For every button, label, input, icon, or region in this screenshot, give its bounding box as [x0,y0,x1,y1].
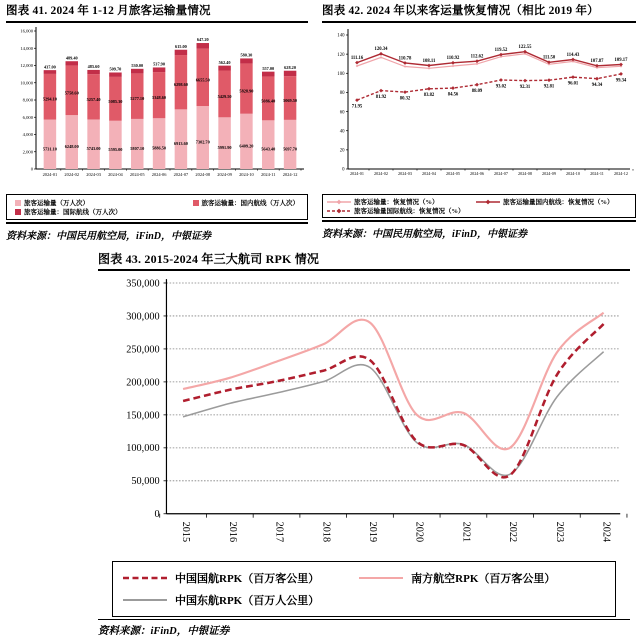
svg-text:537.90: 537.90 [153,62,165,67]
figure-43 [98,252,630,638]
svg-text:6,000: 6,000 [23,115,34,121]
svg-text:99.34: 99.34 [616,78,627,83]
figure-42-source: 资料来源：中国民用航空局，iFinD，中银证券 [322,225,636,240]
svg-text:84.56: 84.56 [448,92,459,97]
svg-text:5277.10: 5277.10 [130,96,144,101]
svg-text:7302.70: 7302.70 [196,140,210,145]
svg-text:109.17: 109.17 [615,58,629,63]
svg-text:5257.40: 5257.40 [87,97,101,102]
svg-text:5348.60: 5348.60 [152,95,166,100]
svg-text:0: 0 [31,167,34,172]
svg-text:10,000: 10,000 [20,80,33,86]
svg-text:93.02: 93.02 [496,84,507,89]
svg-text:2024-12: 2024-12 [614,171,628,176]
svg-text:94.34: 94.34 [592,83,603,88]
figure-42-legend [322,194,636,218]
legend-line-icon [476,198,500,206]
svg-text:5429.50: 5429.50 [218,94,232,99]
svg-text:509.70: 509.70 [110,67,122,72]
svg-text:114.43: 114.43 [567,53,580,58]
svg-text:2017: 2017 [274,521,285,542]
svg-text:2023: 2023 [554,521,565,542]
svg-text:2024-07: 2024-07 [494,171,508,176]
legend-item: 南方航空RPK（百万客公里） [359,567,595,589]
svg-text:2,000: 2,000 [23,149,34,155]
svg-text:615.00: 615.00 [175,44,187,49]
svg-text:489.40: 489.40 [66,55,78,60]
svg-text:2016: 2016 [227,521,238,542]
svg-text:2024-08: 2024-08 [518,171,532,176]
svg-text:107.87: 107.87 [591,59,605,64]
svg-text:2024-04: 2024-04 [108,172,123,177]
svg-text:5069.50: 5069.50 [283,98,297,103]
svg-text:120.34: 120.34 [375,47,389,52]
svg-text:83.82: 83.82 [424,93,435,98]
svg-text:140: 140 [337,34,345,39]
svg-text:6298.60: 6298.60 [174,82,188,87]
svg-text:71.95: 71.95 [352,105,363,110]
svg-text:6655.50: 6655.50 [196,77,210,82]
svg-text:2024-05: 2024-05 [446,171,460,176]
legend-item: 旅客运输量国际航线：恢复情况（%） [327,206,476,215]
svg-text:8,000: 8,000 [23,98,34,104]
svg-text:2024-02: 2024-02 [374,171,388,176]
legend-item: 中国国航RPK（百万客公里） [123,567,359,589]
svg-text:5758.60: 5758.60 [65,90,79,95]
legend-item: 旅客运输量（万人次） [15,198,89,207]
svg-text:2022: 2022 [507,521,518,542]
svg-text:2024-07: 2024-07 [174,172,189,177]
legend-line-icon [327,207,351,215]
figure-43-chart [98,271,630,559]
svg-text:0: 0 [342,168,345,173]
svg-text:200,000: 200,000 [126,377,159,388]
svg-text:2019: 2019 [367,521,378,542]
svg-text:100,000: 100,000 [126,443,159,454]
svg-text:5643.40: 5643.40 [261,147,275,152]
svg-text:250,000: 250,000 [126,344,159,355]
figure-42 [322,4,636,240]
legend-item: 中国东航RPK（百万人公里） [123,589,359,611]
svg-text:80: 80 [340,91,345,96]
svg-text:92.31: 92.31 [520,85,531,90]
svg-text:485.60: 485.60 [88,64,100,69]
svg-text:2020: 2020 [414,521,425,542]
svg-text:2024-12: 2024-12 [283,172,298,177]
svg-text:2024-06: 2024-06 [470,171,484,176]
figure-42-chart [322,23,636,193]
figure-43-legend [112,561,616,617]
legend-item: 旅客运输量：恢复情况（%） [327,197,476,206]
svg-text:100: 100 [337,72,345,77]
svg-text:2024-10: 2024-10 [566,171,580,176]
svg-text:50,000: 50,000 [131,476,159,487]
figure-43-source: 资料来源：iFinD，中银证券 [98,623,630,638]
svg-text:2024-08: 2024-08 [195,172,210,177]
svg-text:562.40: 562.40 [219,60,231,65]
svg-text:150,000: 150,000 [126,410,159,421]
svg-text:81.92: 81.92 [376,95,387,100]
svg-text:110.92: 110.92 [447,56,460,61]
svg-text:300,000: 300,000 [126,311,159,322]
svg-text:2024-11: 2024-11 [590,171,604,176]
svg-text:122.55: 122.55 [519,45,533,50]
figure-41-bottom-rule [6,222,308,224]
legend-item: 旅客运输量：国际航线（万人次） [15,207,122,216]
svg-text:437.00: 437.00 [44,64,56,69]
svg-text:96.01: 96.01 [568,82,579,87]
svg-text:110.78: 110.78 [399,56,412,61]
svg-text:20: 20 [340,149,345,154]
svg-text:4,000: 4,000 [23,132,34,138]
svg-text:2024-03: 2024-03 [398,171,412,176]
legend-swatch-icon [15,200,21,206]
svg-text:2015: 2015 [180,521,191,542]
svg-text:111.50: 111.50 [543,56,556,61]
legend-item: 旅客运输量：国内航线（万人次） [193,198,300,207]
svg-text:2024-09: 2024-09 [542,171,556,176]
svg-text:111.16: 111.16 [351,56,364,61]
figure-43-title: 图表 43. 2015-2024 年三大航司 RPK 情况 [98,252,630,267]
svg-text:5086.40: 5086.40 [261,98,275,103]
svg-text:5595.00: 5595.00 [108,147,122,152]
figure-41-legend [6,194,308,220]
svg-text:40: 40 [340,129,345,134]
figure-41-title: 图表 41. 2024 年 1-12 月旅客运输量情况 [6,4,308,19]
figure-43-bottom-rule [98,619,630,621]
svg-text:2018: 2018 [320,521,331,542]
top-charts-row [6,4,634,242]
svg-text:6409.20: 6409.20 [239,143,253,148]
svg-text:2024-10: 2024-10 [239,172,254,177]
svg-text:6248.00: 6248.00 [65,144,79,149]
svg-text:88.09: 88.09 [472,89,483,94]
svg-text:92.81: 92.81 [544,85,555,90]
legend-swatch-icon [15,209,21,215]
svg-text:2024: 2024 [601,521,612,542]
svg-text:2024-06: 2024-06 [152,172,167,177]
svg-text:2024-01: 2024-01 [350,171,364,176]
svg-text:5743.00: 5743.00 [87,146,101,151]
svg-text:557.00: 557.00 [262,66,274,71]
svg-text:6913.60: 6913.60 [174,141,188,146]
svg-text:2024-11: 2024-11 [261,172,275,177]
svg-text:0: 0 [154,509,159,520]
legend-line-icon [327,198,351,206]
svg-text:2021: 2021 [460,521,471,542]
svg-text:580.30: 580.30 [241,53,253,58]
svg-text:5085.30: 5085.30 [108,99,122,104]
svg-text:119.52: 119.52 [495,48,508,53]
svg-text:647.20: 647.20 [197,37,209,42]
legend-swatch-icon [193,200,199,206]
svg-text:5697.70: 5697.70 [283,146,297,151]
svg-text:5886.50: 5886.50 [152,146,166,151]
svg-text:2024-03: 2024-03 [86,172,101,177]
figure-41 [6,4,308,242]
figure-41-chart [6,23,308,193]
svg-text:530.00: 530.00 [131,63,143,68]
svg-text:2024-02: 2024-02 [64,172,79,177]
svg-text:80.32: 80.32 [400,97,411,102]
legend-line-icon [359,573,403,583]
svg-text:2024-01: 2024-01 [43,172,58,177]
svg-text:12,000: 12,000 [20,63,33,69]
svg-text:16,000: 16,000 [20,29,33,35]
figure-42-title: 图表 42. 2024 年以来客运量恢复情况（相比 2019 年） [322,4,636,19]
svg-text:5828.90: 5828.90 [239,89,253,94]
svg-text:5294.10: 5294.10 [43,97,57,102]
svg-text:350,000: 350,000 [126,278,159,289]
svg-text:120: 120 [337,53,345,58]
legend-item: 旅客运输量国内航线：恢复情况（%） [476,197,625,206]
svg-text:60: 60 [340,110,345,115]
svg-text:5991.90: 5991.90 [218,145,232,150]
svg-text:2024-05: 2024-05 [130,172,145,177]
svg-text:108.11: 108.11 [423,59,436,64]
svg-text:112.62: 112.62 [471,55,484,60]
figure-41-source: 资料来源：中国民用航空局，iFinD，中银证券 [6,227,308,242]
svg-text:2024-04: 2024-04 [422,171,437,176]
svg-text:14,000: 14,000 [20,46,33,52]
svg-text:5807.10: 5807.10 [130,146,144,151]
legend-line-icon [123,573,167,583]
legend-line-icon [123,595,167,605]
figure-42-bottom-rule [322,220,636,222]
svg-text:5731.10: 5731.10 [43,146,57,151]
svg-text:2024-09: 2024-09 [217,172,232,177]
svg-text:628.20: 628.20 [284,65,296,70]
